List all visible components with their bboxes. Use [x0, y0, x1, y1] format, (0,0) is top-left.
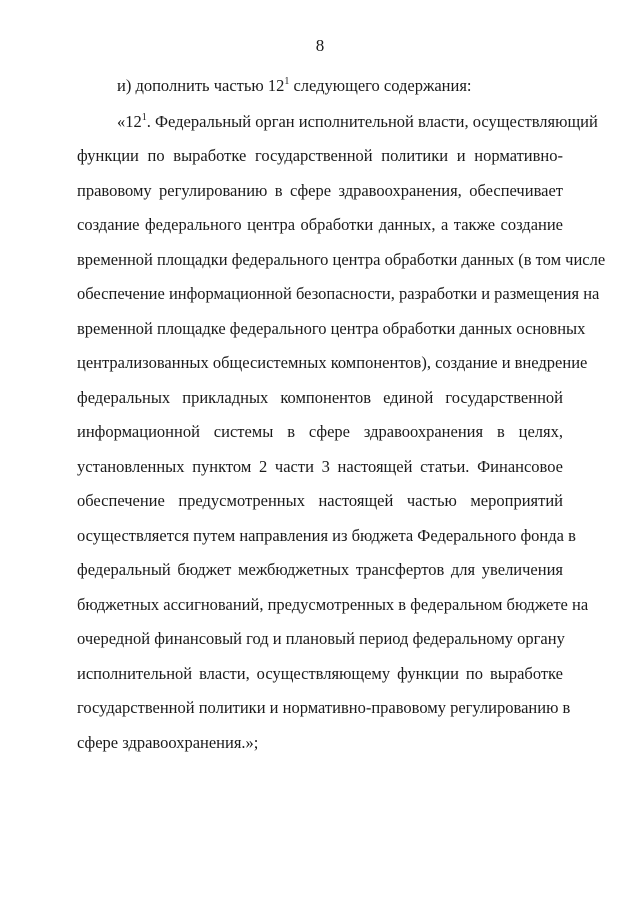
paragraph-last-line: сфере здравоохранения.»;	[77, 733, 259, 752]
paragraph-line: информационной системы в сфере здравоохранения в целях,	[77, 422, 563, 441]
page-number: 8	[315, 36, 325, 55]
paragraph-line: установленных пунктом 2 части 3 настоящей статьи. Финансовое	[77, 457, 563, 476]
paragraph-line: централизованных общесистемных компонентов), создание и внедрение	[77, 353, 588, 372]
paragraph-line: осуществляется путем направления из бюджета Федерального фонда в	[77, 526, 576, 545]
paragraph-line: исполнительной власти, осуществляющему функции по выработке	[77, 664, 563, 683]
paragraph-line: функции по выработке государственной политики и нормативно-	[77, 146, 563, 165]
intro-line: и) дополнить частью $12^1$ следующего содержания:	[117, 76, 472, 95]
paragraph-line: очередной финансовый год и плановый период федеральному органу	[77, 629, 565, 648]
paragraph-line: создание федерального центра обработки данных, а также создание	[77, 215, 563, 234]
paragraph-line: бюджетных ассигнований, предусмотренных в федеральном бюджете на	[77, 595, 589, 614]
paragraph-line: временной площадке федерального центра обработки данных основных	[77, 319, 586, 338]
paragraph-line: обеспечение предусмотренных настоящей частью мероприятий	[77, 491, 563, 510]
paragraph-line: государственной политики и нормативно-правовому регулированию в	[77, 698, 571, 717]
paragraph-line: федеральный бюджет межбюджетных трансфертов для увеличения	[77, 560, 563, 579]
paragraph-line: обеспечение информационной безопасности, разработки и размещения на	[77, 284, 600, 303]
paragraph-line: временной площадки федерального центра обработки данных (в том числе	[77, 250, 606, 269]
paragraph-line: правовому регулированию в сфере здравоохранения, обеспечивает	[77, 181, 563, 200]
paragraph-first-line: «$12^1$. Федеральный орган исполнительной власти, осуществляющий	[117, 112, 598, 131]
paragraph-line: федеральных прикладных компонентов единой государственной	[77, 388, 563, 407]
